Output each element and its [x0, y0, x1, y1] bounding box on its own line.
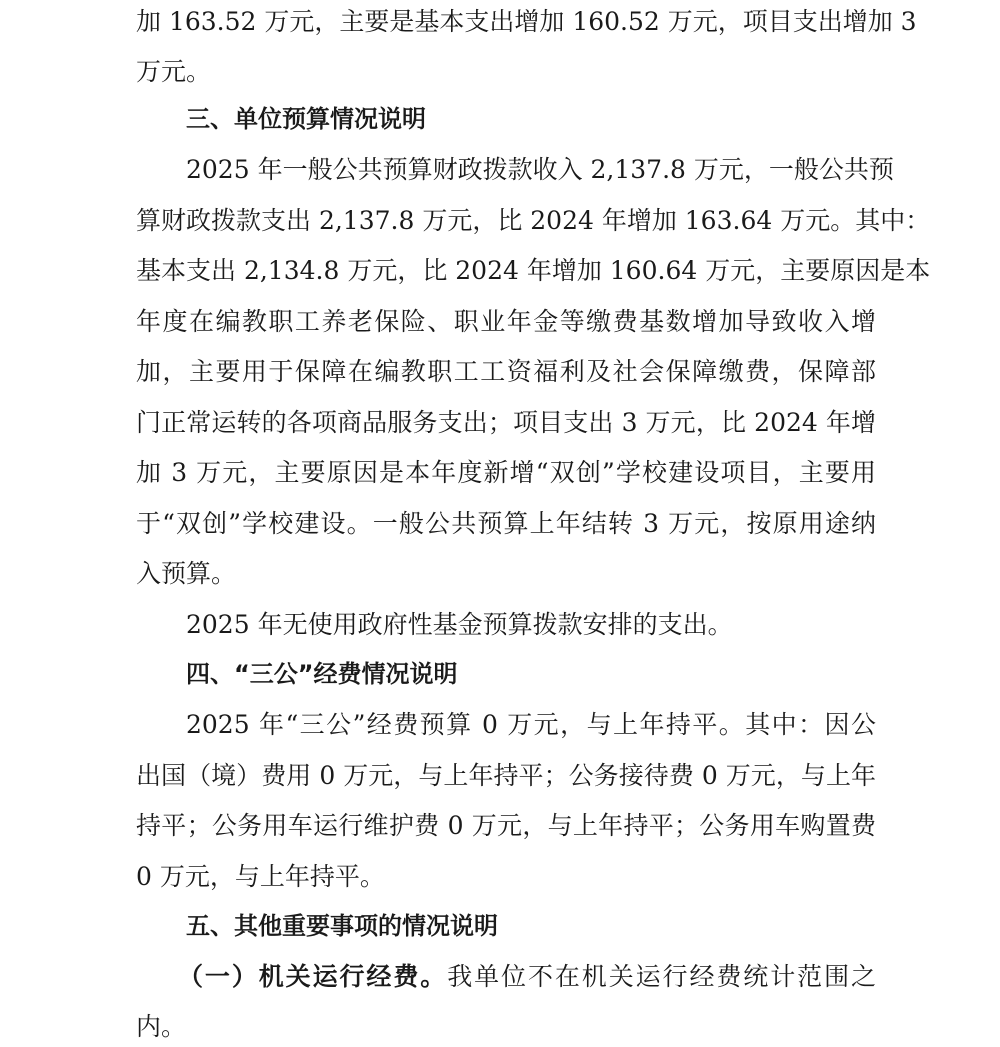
text-span: 我单位不在机关运行经费统计范围之: [447, 962, 876, 991]
text-line: 出国（境）费用 0 万元，与上年持平；公务接待费 0 万元，与上年: [136, 761, 876, 790]
text-line: 万元。: [136, 57, 212, 86]
text-line: [178, 957, 876, 997]
text-line: 2025 年“三公”经费预算 0 万元，与上年持平。其中：因公: [186, 710, 876, 739]
text-line: 门正常运转的各项商品服务支出；项目支出 3 万元，比 2024 年增: [136, 408, 876, 437]
text-line: 算财政拨款支出 2,137.8 万元，比 2024 年增加 163.64 万元。其中：: [136, 206, 931, 235]
text-line: 加 3 万元，主要原因是本年度新增“双创”学校建设项目，主要用: [136, 458, 876, 487]
text-line: 持平；公务用车运行维护费 0 万元，与上年持平；公务用车购置费: [136, 811, 876, 840]
text-line: 2025 年无使用政府性基金预算拨款安排的支出。: [186, 610, 733, 639]
text-line: 内。: [136, 1012, 187, 1041]
text-line: 0 万元，与上年持平。: [136, 862, 385, 891]
text-line: 加，主要用于保障在编教职工工资福利及社会保障缴费，保障部: [136, 357, 876, 386]
text-line: 基本支出 2,134.8 万元，比 2024 年增加 160.64 万元，主要原因是本: [136, 256, 931, 285]
text-line: 2025 年一般公共预算财政拨款收入 2,137.8 万元，一般公共预: [186, 155, 894, 184]
text-line: 入预算。: [136, 559, 237, 588]
section-heading: 五、其他重要事项的情况说明: [186, 912, 498, 940]
sub-heading: （一）机关运行经费。: [178, 962, 448, 991]
text-line: 年度在编教职工养老保险、职业年金等缴费基数增加导致收入增: [136, 307, 876, 336]
section-heading: 四、“三公”经费情况说明: [186, 660, 458, 688]
section-heading: 三、单位预算情况说明: [186, 105, 426, 133]
text-line: 加 163.52 万元，主要是基本支出增加 160.52 万元，项目支出增加 3: [136, 7, 917, 36]
text-line: 于“双创”学校建设。一般公共预算上年结转 3 万元，按原用途纳: [136, 509, 876, 538]
